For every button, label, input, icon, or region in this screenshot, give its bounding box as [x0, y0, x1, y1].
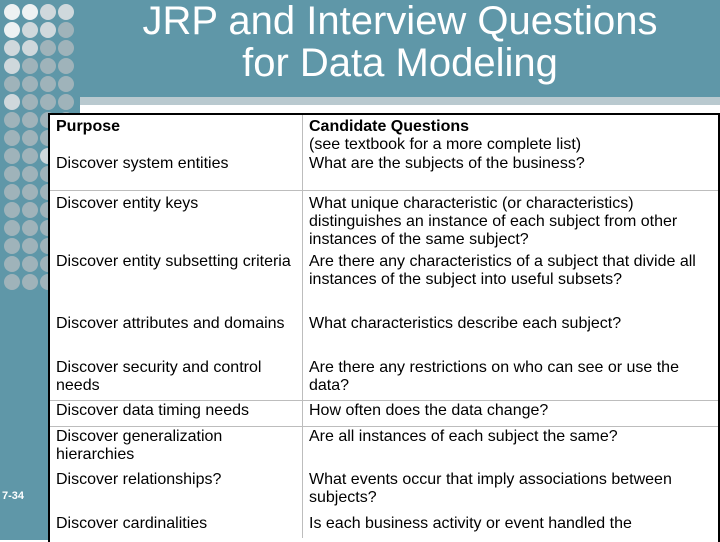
purpose-cell: Discover generalization hierarchies — [50, 426, 303, 470]
purpose-cell: Discover system entities — [50, 154, 303, 190]
table-row — [50, 190, 718, 252]
table-row — [50, 314, 718, 358]
slide-title — [80, 0, 720, 100]
slide-title-line-1: JRP and Interview Questions — [142, 0, 658, 43]
question-cell: How often does the data change? — [303, 400, 719, 426]
question-cell: Are all instances of each subject the same? — [309, 427, 618, 445]
slide-number: 7-34 — [2, 490, 25, 502]
purpose-cell: Discover cardinalities — [50, 514, 303, 538]
question-cell: What unique characteristic (or characteristics) distinguishes an instance of each subject from other instances of the same subject? — [309, 194, 678, 248]
purpose-cell: Discover relationships? — [50, 470, 303, 514]
header-purpose: Purpose — [50, 115, 303, 154]
table-row — [50, 252, 718, 314]
question-cell: What characteristics describe each subject? — [309, 315, 622, 332]
question-cell: What are the subjects of the business? — [303, 154, 719, 190]
header-questions-label: Candidate Questions — [309, 118, 470, 135]
purpose-cell: Discover data timing needs — [50, 400, 303, 426]
questions-table — [48, 113, 720, 542]
header-candidate-questions — [303, 115, 719, 154]
slide-title-line-2: for Data Modeling — [242, 41, 558, 85]
table-header-row — [50, 115, 718, 154]
purpose-cell: Discover entity keys — [50, 190, 303, 252]
question-cell: Are there any restrictions on who can see or use the data? — [303, 358, 719, 400]
question-cell: What events occur that imply associations between subjects? — [309, 471, 672, 506]
table-row — [50, 154, 718, 190]
question-cell: Are there any characteristics of a subject that divide all instances of the subject into useful subsets? — [309, 253, 696, 288]
table-row — [50, 514, 718, 538]
table-row — [50, 358, 718, 400]
table-row — [50, 426, 718, 470]
question-cell: Is each business activity or event handled the — [309, 515, 632, 532]
purpose-cell: Discover entity subsetting criteria — [50, 252, 303, 314]
purpose-cell: Discover attributes and domains — [50, 314, 303, 358]
header-questions-note: (see textbook for a more complete list) — [309, 136, 582, 153]
purpose-cell: Discover security and control needs — [50, 358, 303, 400]
table-row — [50, 470, 718, 514]
table-row — [50, 400, 718, 426]
